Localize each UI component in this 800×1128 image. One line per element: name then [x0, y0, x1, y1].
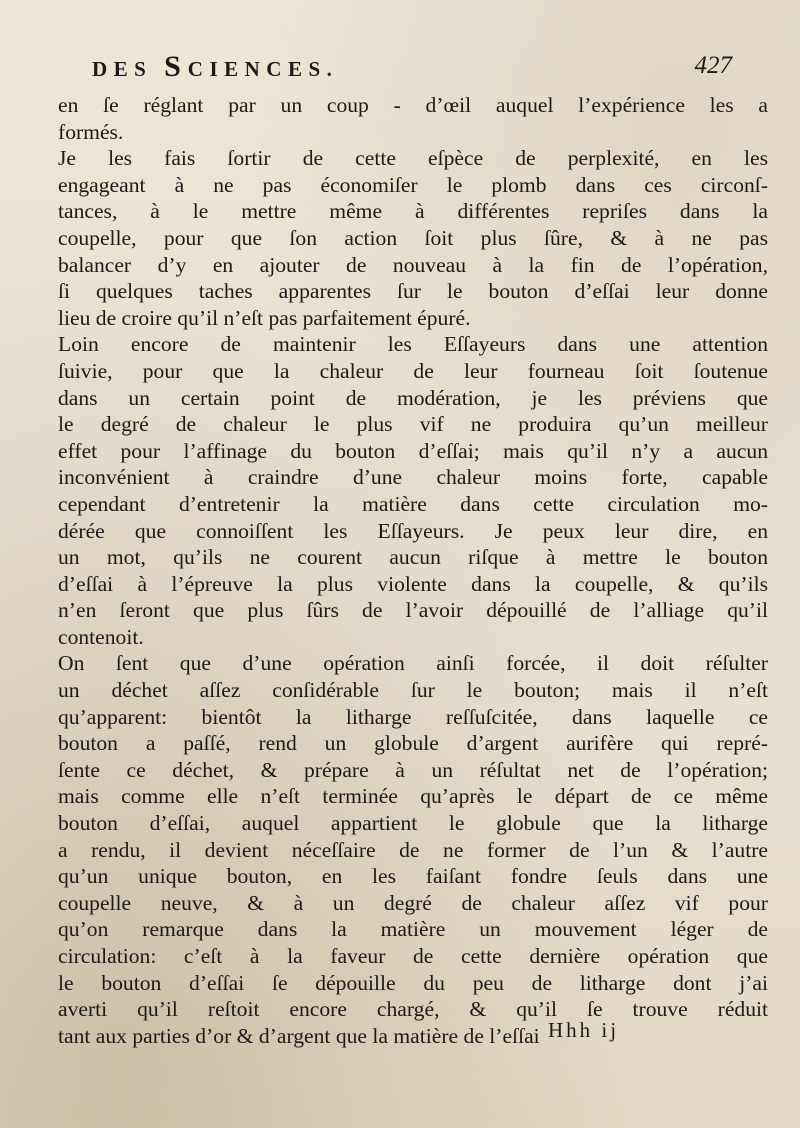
text-line: balancer d’y en ajouter de nouveau à la fin de l’opération, [58, 252, 768, 277]
printer-signature: Hhh ij [548, 1018, 620, 1042]
body-text [58, 92, 768, 1049]
text-line: cependant d’entretenir la matière dans cette circulation mo- [58, 491, 768, 516]
text-line: tant aux parties d’or & d’argent que la matière de l’eſſai [58, 1023, 540, 1048]
text-line: le degré de chaleur le plus vif ne produira qu’un meilleur [58, 412, 768, 437]
text-line: dérée que connoiſſent les Eſſayeurs. Je peux leur dire, en [58, 518, 768, 543]
page-header [92, 48, 732, 88]
page-number: 427 [694, 52, 732, 79]
text-line: coupelle, pour que ſon action ſoit plus ſûre, & à ne pas [58, 225, 768, 250]
text-line: un déchet aſſez conſidérable ſur le bouton; mais il n’eſt [58, 678, 768, 703]
text-line: effet pour l’affinage du bouton d’eſſai; mais qu’il n’y a aucun [58, 438, 768, 463]
running-title [92, 50, 338, 84]
text-line: en ſe réglant par un coup - d’œil auquel l’expérience les a [58, 93, 768, 117]
text-line: bouton d’eſſai, auquel appartient le globule que la litharge [58, 811, 768, 836]
text-line: dans un certain point de modération, je les préviens que [58, 385, 768, 410]
text-line: averti qu’il reſtoit encore chargé, & qu’il ſe trouve réduit [58, 997, 768, 1022]
running-title-part: CIENCES. [187, 57, 339, 81]
text-line: qu’on remarque dans la matière un mouvement léger de [58, 917, 768, 942]
text-line: le bouton d’eſſai ſe dépouille du peu de litharge dont j’ai [58, 970, 768, 995]
text-line: formés. [58, 119, 124, 144]
text-line: ſuivie, pour que la chaleur de leur fourneau ſoit ſoutenue [58, 358, 768, 383]
text-line: contenoit. [58, 624, 144, 649]
text-line: Loin encore de maintenir les Eſſayeurs dans une attention [58, 332, 768, 357]
text-line: lieu de croire qu’il n’eſt pas parfaitement épuré. [58, 305, 471, 330]
text-line: n’en ſeront que plus ſûrs de l’avoir dépouillé de l’alliage qu’il [58, 598, 768, 623]
text-line: mais comme elle n’eſt terminée qu’après le départ de ce même [58, 784, 768, 809]
text-line: ſente ce déchet, & prépare à un réſultat net de l’opération; [58, 757, 768, 782]
text-line: Je les fais ſortir de cette eſpèce de perplexité, en les [58, 146, 768, 171]
text-line: engageant à ne pas économiſer le plomb dans ces circonſ- [58, 172, 768, 197]
text-line: On ſent que d’une opération ainſi forcée, il doit réſulter [58, 651, 768, 676]
text-line: ſi quelques taches apparentes ſur le bouton d’eſſai leur donne [58, 279, 768, 304]
text-line: a rendu, il devient néceſſaire de ne former de l’un & l’autre [58, 837, 768, 862]
text-line: bouton a paſſé, rend un globule d’argent aurifère qui repré- [58, 731, 768, 756]
text-line: d’eſſai à l’épreuve la plus violente dans la coupelle, & qu’ils [58, 571, 768, 596]
text-line: circulation: c’eſt à la faveur de cette dernière opération que [58, 944, 768, 968]
text-line: tances, à le mettre même à différentes repriſes dans la [58, 199, 768, 224]
running-title-initial: S [164, 50, 188, 83]
text-line: qu’un unique bouton, en les faiſant fondre ſeuls dans une [58, 864, 768, 889]
text-line: inconvénient à craindre d’une chaleur moins forte, capable [58, 465, 768, 490]
text-line: un mot, qu’ils ne courent aucun riſque à mettre le bouton [58, 545, 768, 570]
text-line: qu’apparent: bientôt la litharge reſſuſcitée, dans laquelle ce [58, 704, 768, 729]
text-line: coupelle neuve, & à un degré de chaleur aſſez vif pour [58, 890, 768, 915]
running-title-part: DES [92, 57, 165, 81]
